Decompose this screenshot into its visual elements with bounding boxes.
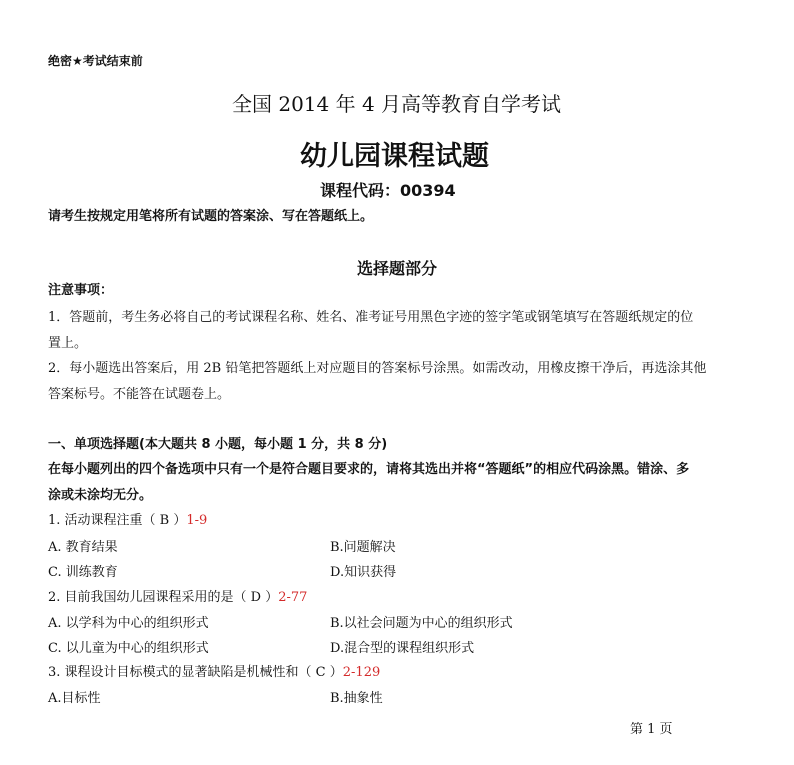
question-stem: [48, 586, 307, 605]
page-number: 第 1 页: [630, 722, 673, 737]
page-title: 幼儿园课程试题: [300, 141, 489, 172]
option-c: C. 训练教育: [48, 565, 118, 580]
part-instruction-line: 在每小题列出的四个备选项中只有一个是符合题目要求的，请将其选出并将“答题纸”的相应代码涂黑。错涂、多: [48, 462, 690, 477]
question-text: ）: [261, 590, 279, 605]
note-line: 1．答题前，考生务必将自己的考试课程名称、姓名、准考证号用黑色字迹的签字笔或钢笔填写在答题纸规定的位: [48, 310, 694, 325]
answer-mark: D: [250, 590, 262, 605]
option-d: D.知识获得: [330, 565, 397, 580]
confidential-notice: 绝密★考试结束前: [48, 54, 143, 68]
option-d: D.混合型的课程组织形式: [330, 641, 475, 656]
option-b: B.以社会问题为中心的组织形式: [330, 616, 513, 631]
option-a: A.目标性: [48, 691, 101, 706]
exam-heading: 全国 2014 年 4 月高等教育自学考试: [232, 92, 562, 116]
part-instruction-line: 涂或未涂均无分。: [48, 488, 153, 503]
answer-mark: C: [315, 665, 326, 680]
section-heading: 选择题部分: [357, 259, 438, 278]
page-reference: 2-129: [342, 665, 381, 680]
question-text: 1. 活动课程注重（: [48, 513, 160, 528]
question-text: ）: [169, 513, 187, 528]
option-b: B.抽象性: [330, 691, 383, 706]
question-stem: [48, 509, 207, 528]
option-b: B.问题解决: [330, 540, 396, 555]
note-line: 答案标号。不能答在试题卷上。: [48, 387, 231, 402]
page-reference: 1-9: [186, 513, 208, 528]
option-a: A. 教育结果: [48, 540, 118, 555]
general-instruction: 请考生按规定用笔将所有试题的答案涂、写在答题纸上。: [48, 209, 374, 224]
note-line: 置上。: [48, 336, 88, 351]
option-c: C. 以儿童为中心的组织形式: [48, 641, 209, 656]
question-text: 3. 课程设计目标模式的显著缺陷是机械性和（: [48, 665, 316, 680]
part-heading: 一、单项选择题(本大题共 8 小题，每小题 1 分，共 8 分): [48, 437, 388, 452]
notes-heading: 注意事项：: [48, 283, 114, 298]
course-code: 课程代码：00394: [320, 181, 456, 200]
page-reference: 2-77: [278, 590, 308, 605]
note-line: 2．每小题选出答案后，用 2B 铅笔把答题纸上对应题目的答案标号涂黑。如需改动，用橡皮擦干净后，再选涂其他: [48, 361, 707, 376]
question-stem: [48, 661, 380, 680]
question-text: 2. 目前我国幼儿园课程采用的是（: [48, 590, 251, 605]
answer-mark: B: [159, 513, 170, 528]
question-text: ）: [325, 665, 343, 680]
option-a: A. 以学科为中心的组织形式: [48, 616, 209, 631]
